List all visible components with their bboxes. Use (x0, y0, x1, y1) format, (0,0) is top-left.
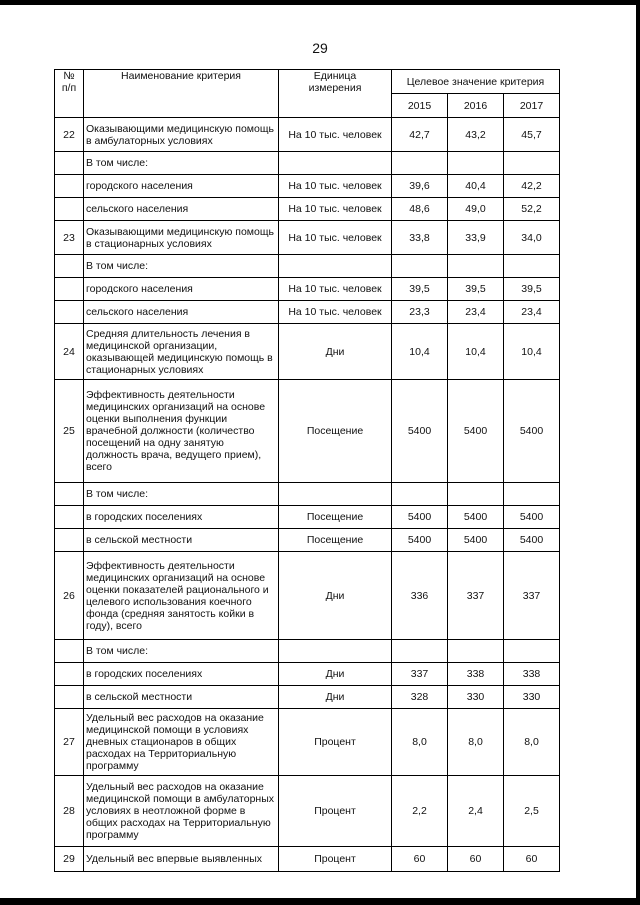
page-number: 29 (312, 40, 328, 56)
row-number (55, 278, 84, 301)
target-value-2015 (392, 483, 448, 506)
target-value-2017: 10,4 (504, 324, 560, 380)
table-row (55, 506, 560, 529)
table-row (55, 175, 560, 198)
table-row (55, 640, 560, 663)
row-number (55, 663, 84, 686)
table-row (55, 483, 560, 506)
table-row (55, 301, 560, 324)
target-value-2015: 8,0 (392, 709, 448, 776)
table-row (55, 776, 560, 847)
row-number: 26 (55, 552, 84, 640)
table-row (55, 255, 560, 278)
table-row (55, 198, 560, 221)
table-row (55, 324, 560, 380)
unit-of-measure: Дни (279, 552, 392, 640)
row-number (55, 640, 84, 663)
target-value-2017: 39,5 (504, 278, 560, 301)
target-value-2017: 60 (504, 847, 560, 872)
target-value-2017 (504, 483, 560, 506)
unit-of-measure: На 10 тыс. человек (279, 278, 392, 301)
table-row (55, 847, 560, 872)
target-value-2015: 336 (392, 552, 448, 640)
target-value-2016: 8,0 (448, 709, 504, 776)
target-value-2016: 33,9 (448, 221, 504, 255)
criterion-name: сельского населения (84, 301, 279, 324)
target-value-2015: 39,5 (392, 278, 448, 301)
target-value-2015: 337 (392, 663, 448, 686)
table-row (55, 663, 560, 686)
row-number (55, 686, 84, 709)
row-number (55, 529, 84, 552)
row-number: 28 (55, 776, 84, 847)
unit-of-measure: Посещение (279, 380, 392, 483)
target-value-2017: 5400 (504, 506, 560, 529)
table-row (55, 221, 560, 255)
criterion-name: в сельской местности (84, 529, 279, 552)
target-value-2016: 60 (448, 847, 504, 872)
target-value-2015: 2,2 (392, 776, 448, 847)
target-value-2016 (448, 483, 504, 506)
criterion-name: В том числе: (84, 255, 279, 278)
table-row (55, 552, 560, 640)
target-value-2016: 5400 (448, 380, 504, 483)
row-number (55, 175, 84, 198)
target-value-2016 (448, 640, 504, 663)
criterion-name: Оказывающими медицинскую помощь в амбулаторных условиях (84, 118, 279, 152)
row-number: 29 (55, 847, 84, 872)
unit-of-measure: На 10 тыс. человек (279, 118, 392, 152)
target-value-2016: 337 (448, 552, 504, 640)
criterion-name: в городских поселениях (84, 506, 279, 529)
table-row (55, 380, 560, 483)
header-year: 2017 (504, 94, 560, 118)
target-value-2016: 2,4 (448, 776, 504, 847)
target-value-2016: 43,2 (448, 118, 504, 152)
target-value-2016: 5400 (448, 529, 504, 552)
table-row (55, 278, 560, 301)
unit-of-measure: Дни (279, 686, 392, 709)
target-value-2016: 49,0 (448, 198, 504, 221)
target-value-2016: 330 (448, 686, 504, 709)
header-year: 2015 (392, 94, 448, 118)
target-value-2017: 52,2 (504, 198, 560, 221)
target-value-2016: 338 (448, 663, 504, 686)
criterion-name: В том числе: (84, 152, 279, 175)
unit-of-measure: Посещение (279, 529, 392, 552)
row-number (55, 483, 84, 506)
target-value-2015: 23,3 (392, 301, 448, 324)
unit-of-measure: На 10 тыс. человек (279, 175, 392, 198)
target-value-2017: 2,5 (504, 776, 560, 847)
scan-border-bottom (0, 898, 640, 905)
criterion-name: В том числе: (84, 483, 279, 506)
target-value-2017: 45,7 (504, 118, 560, 152)
criterion-name: в городских поселениях (84, 663, 279, 686)
scan-border-top (0, 0, 640, 5)
target-value-2017: 5400 (504, 380, 560, 483)
criterion-name: Эффективность деятельности медицинских организаций на основе оценки выполнения функции врачебной должности (количество посещений на одну занятую должность врача, ведущего прием), всего (84, 380, 279, 483)
unit-of-measure: Процент (279, 847, 392, 872)
unit-of-measure: Дни (279, 663, 392, 686)
target-value-2015: 328 (392, 686, 448, 709)
row-number (55, 255, 84, 278)
row-number (55, 301, 84, 324)
target-value-2015 (392, 255, 448, 278)
criterion-name: Эффективность деятельности медицинских организаций на основе оценки показателей рационального и целевого использования коечного фонда (средняя занятость койки в году), всего (84, 552, 279, 640)
target-value-2016: 5400 (448, 506, 504, 529)
target-value-2016: 40,4 (448, 175, 504, 198)
unit-of-measure (279, 640, 392, 663)
unit-of-measure (279, 152, 392, 175)
criterion-name: Удельный вес впервые выявленных (84, 847, 279, 872)
header-year: 2016 (448, 94, 504, 118)
table-row (55, 152, 560, 175)
table-row (55, 529, 560, 552)
target-value-2015: 42,7 (392, 118, 448, 152)
target-value-2016 (448, 152, 504, 175)
criterion-name: Оказывающими медицинскую помощь в стационарных условиях (84, 221, 279, 255)
criterion-name: в сельской местности (84, 686, 279, 709)
target-value-2017: 5400 (504, 529, 560, 552)
target-value-2015 (392, 640, 448, 663)
target-value-2015: 5400 (392, 380, 448, 483)
target-value-2017: 34,0 (504, 221, 560, 255)
row-number: 22 (55, 118, 84, 152)
target-value-2015: 48,6 (392, 198, 448, 221)
criterion-name: городского населения (84, 175, 279, 198)
target-value-2017 (504, 152, 560, 175)
target-value-2017: 338 (504, 663, 560, 686)
criterion-name: Удельный вес расходов на оказание медицинской помощи в условиях дневных стационаров в общих расходах на Территориальную программу (84, 709, 279, 776)
criterion-name: Удельный вес расходов на оказание медицинской помощи в амбулаторных условиях в неотложной форме в общих расходах на Территориальную программу (84, 776, 279, 847)
target-value-2015: 60 (392, 847, 448, 872)
target-value-2016: 23,4 (448, 301, 504, 324)
unit-of-measure (279, 255, 392, 278)
criteria-table (54, 69, 560, 872)
row-number (55, 506, 84, 529)
row-number: 25 (55, 380, 84, 483)
unit-of-measure: На 10 тыс. человек (279, 221, 392, 255)
unit-of-measure: На 10 тыс. человек (279, 301, 392, 324)
table-row (55, 686, 560, 709)
target-value-2017: 23,4 (504, 301, 560, 324)
target-value-2015: 33,8 (392, 221, 448, 255)
row-number: 24 (55, 324, 84, 380)
unit-of-measure: Дни (279, 324, 392, 380)
target-value-2016: 10,4 (448, 324, 504, 380)
target-value-2017: 337 (504, 552, 560, 640)
unit-of-measure: Посещение (279, 506, 392, 529)
unit-of-measure (279, 483, 392, 506)
target-value-2017: 8,0 (504, 709, 560, 776)
target-value-2015: 5400 (392, 506, 448, 529)
criterion-name: сельского населения (84, 198, 279, 221)
row-number (55, 152, 84, 175)
scan-border-right (636, 0, 640, 905)
header-num: № п/п (55, 70, 84, 118)
table-row (55, 709, 560, 776)
target-value-2017 (504, 640, 560, 663)
criterion-name: В том числе: (84, 640, 279, 663)
header-unit: Единица измерения (279, 70, 392, 118)
target-value-2015 (392, 152, 448, 175)
target-value-2017: 42,2 (504, 175, 560, 198)
target-value-2015: 39,6 (392, 175, 448, 198)
unit-of-measure: На 10 тыс. человек (279, 198, 392, 221)
row-number: 27 (55, 709, 84, 776)
table-row (55, 118, 560, 152)
target-value-2016 (448, 255, 504, 278)
unit-of-measure: Процент (279, 709, 392, 776)
row-number (55, 198, 84, 221)
target-value-2017: 330 (504, 686, 560, 709)
criterion-name: городского населения (84, 278, 279, 301)
target-value-2017 (504, 255, 560, 278)
header-name: Наименование критерия (84, 70, 279, 118)
row-number: 23 (55, 221, 84, 255)
criterion-name: Средняя длительность лечения в медицинской организации, оказывающей медицинскую помощь в стационарных условиях (84, 324, 279, 380)
target-value-2016: 39,5 (448, 278, 504, 301)
target-value-2015: 5400 (392, 529, 448, 552)
unit-of-measure: Процент (279, 776, 392, 847)
target-value-2015: 10,4 (392, 324, 448, 380)
header-target-value: Целевое значение критерия (392, 70, 560, 94)
